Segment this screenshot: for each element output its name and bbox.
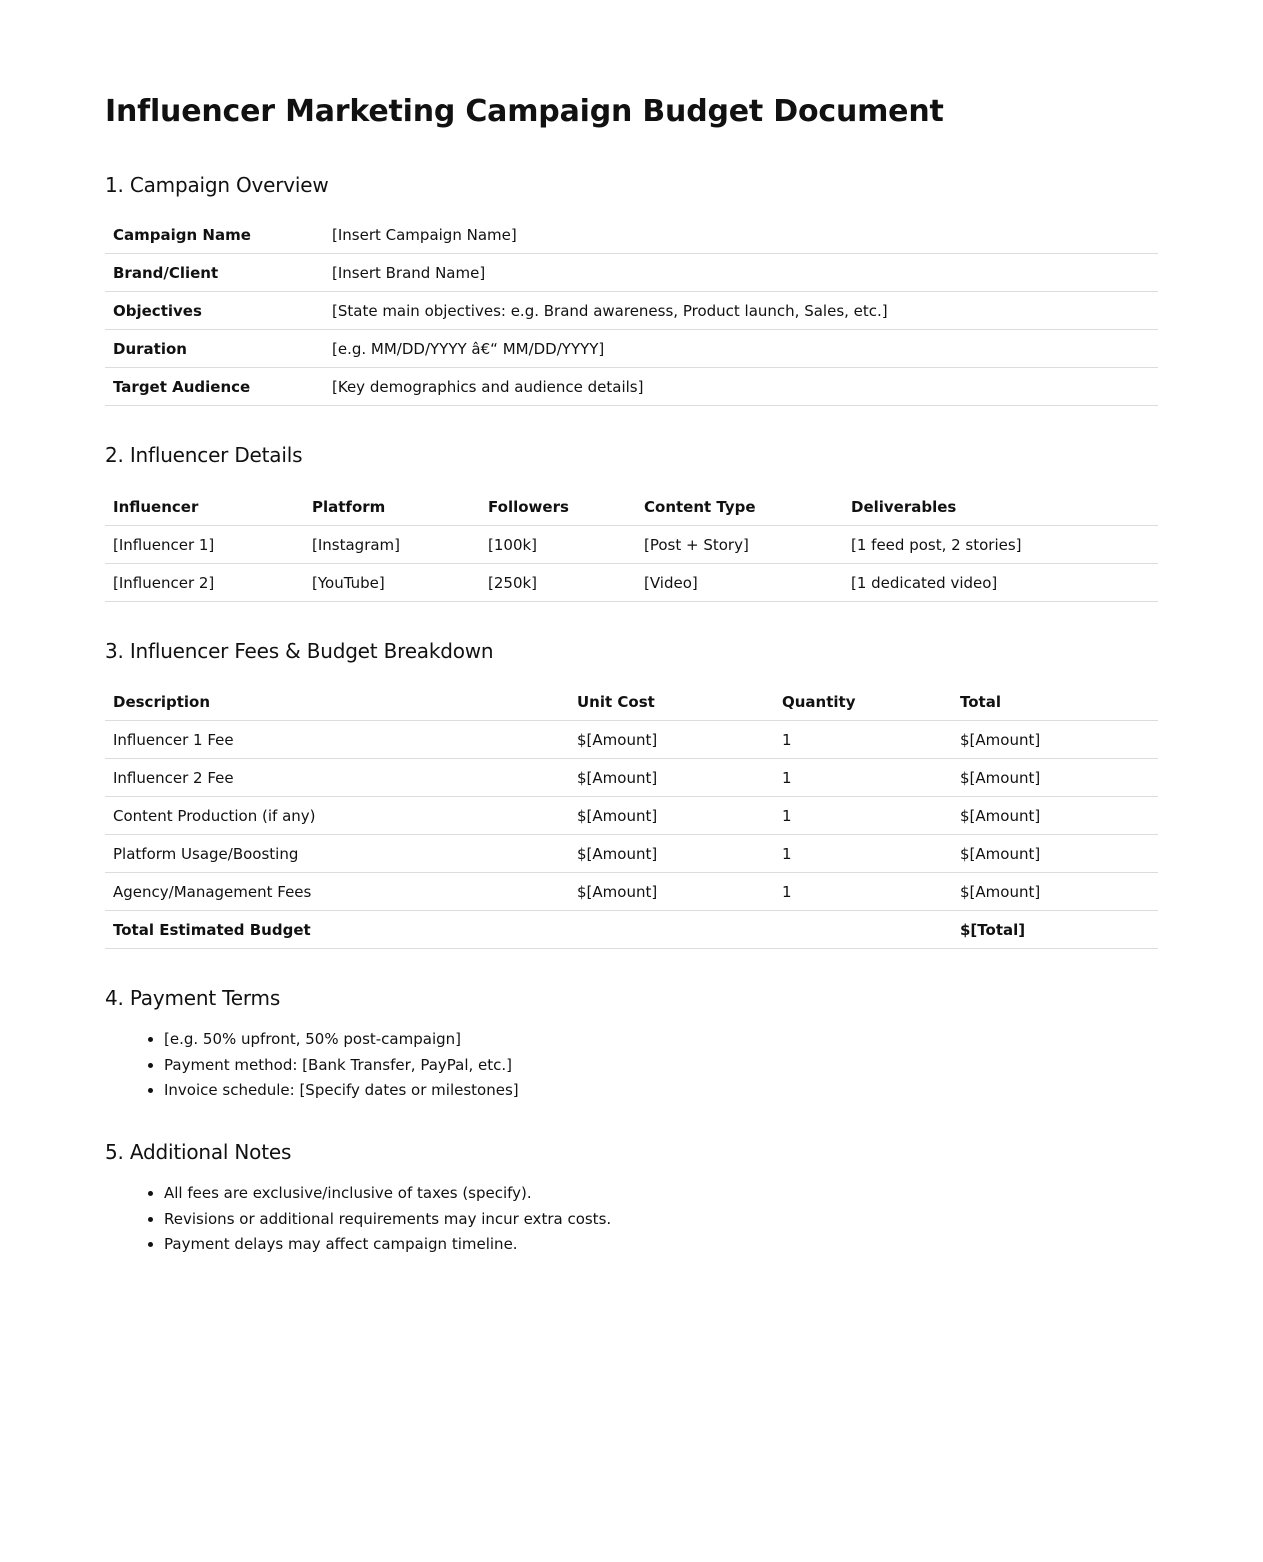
section-heading-influencers: 2. Influencer Details [105,443,303,467]
table-row [105,873,1158,911]
section-heading-payment: 4. Payment Terms [105,986,281,1010]
list-item: • All fees are exclusive/inclusive of taxes (specify). [164,1181,1158,1207]
table-row [105,759,1158,797]
table-cell: [Influencer 1] [105,526,304,564]
table-cell: $[Amount] [569,873,774,911]
table-cell: Influencer 2 Fee [105,759,569,797]
total-label: Total Estimated Budget [105,911,569,949]
list-item: • Invoice schedule: [Specify dates or milestones] [164,1078,519,1104]
overview-value: [e.g. MM/DD/YYYY â€“ MM/DD/YYYY] [324,330,1158,368]
table-cell: Influencer 1 Fee [105,721,569,759]
table-row [105,797,1158,835]
list-item: • Revisions or additional requirements may incur extra costs. [164,1207,1158,1233]
overview-label: Target Audience [105,368,324,406]
column-header: Total [952,683,1158,721]
document-title: Influencer Marketing Campaign Budget Document [105,94,944,129]
table-cell: $[Amount] [952,797,1158,835]
table-cell: 1 [774,721,952,759]
total-value: $[Total] [952,911,1158,949]
table-cell: $[Amount] [569,835,774,873]
table-cell: $[Amount] [952,721,1158,759]
table-cell-empty [569,911,774,949]
table-cell: [1 dedicated video] [843,564,1158,602]
table-cell: [Video] [636,564,843,602]
table-cell: [100k] [480,526,636,564]
overview-label: Objectives [105,292,324,330]
list-item: • [e.g. 50% upfront, 50% post-campaign] [164,1027,519,1053]
table-cell: $[Amount] [952,835,1158,873]
column-header: Platform [304,488,480,526]
table-row [105,254,1158,292]
additional-notes-list [105,1181,1158,1252]
table-row [105,526,1158,564]
overview-label: Campaign Name [105,216,324,254]
table-row [105,721,1158,759]
table-cell: Content Production (if any) [105,797,569,835]
table-cell: $[Amount] [569,721,774,759]
table-row [105,216,1158,254]
table-cell: [Influencer 2] [105,564,304,602]
total-row [105,911,1158,949]
table-cell: [Post + Story] [636,526,843,564]
table-header-row [105,683,1158,721]
list-item: • Payment delays may affect campaign timeline. [164,1232,1158,1252]
table-row [105,564,1158,602]
overview-value: [Insert Brand Name] [324,254,1158,292]
table-cell: 1 [774,797,952,835]
table-cell: Agency/Management Fees [105,873,569,911]
table-cell: $[Amount] [952,873,1158,911]
table-row [105,330,1158,368]
table-cell: $[Amount] [569,759,774,797]
table-cell: Platform Usage/Boosting [105,835,569,873]
overview-value: [Insert Campaign Name] [324,216,1158,254]
table-cell: 1 [774,873,952,911]
payment-terms-list [105,1027,519,1104]
table-row [105,835,1158,873]
influencer-details-table [105,488,1158,602]
overview-label: Duration [105,330,324,368]
overview-value: [State main objectives: e.g. Brand awareness, Product launch, Sales, etc.] [324,292,1158,330]
column-header: Deliverables [843,488,1158,526]
table-cell: [1 feed post, 2 stories] [843,526,1158,564]
table-row [105,368,1158,406]
column-header: Content Type [636,488,843,526]
table-cell: 1 [774,759,952,797]
overview-label: Brand/Client [105,254,324,292]
table-cell: [250k] [480,564,636,602]
table-cell: $[Amount] [569,797,774,835]
section-heading-overview: 1. Campaign Overview [105,173,329,197]
column-header: Influencer [105,488,304,526]
table-row [105,292,1158,330]
section-heading-budget: 3. Influencer Fees & Budget Breakdown [105,639,494,663]
table-cell: $[Amount] [952,759,1158,797]
list-item: • Payment method: [Bank Transfer, PayPal, etc.] [164,1053,519,1079]
column-header: Description [105,683,569,721]
table-header-row [105,488,1158,526]
column-header: Followers [480,488,636,526]
table-cell: [Instagram] [304,526,480,564]
column-header: Quantity [774,683,952,721]
section-heading-notes: 5. Additional Notes [105,1140,292,1164]
overview-value: [Key demographics and audience details] [324,368,1158,406]
table-cell: [YouTube] [304,564,480,602]
campaign-overview-table [105,216,1158,406]
budget-breakdown-table [105,683,1158,949]
notes-container [105,1181,1158,1252]
table-cell: 1 [774,835,952,873]
table-cell-empty [774,911,952,949]
column-header: Unit Cost [569,683,774,721]
